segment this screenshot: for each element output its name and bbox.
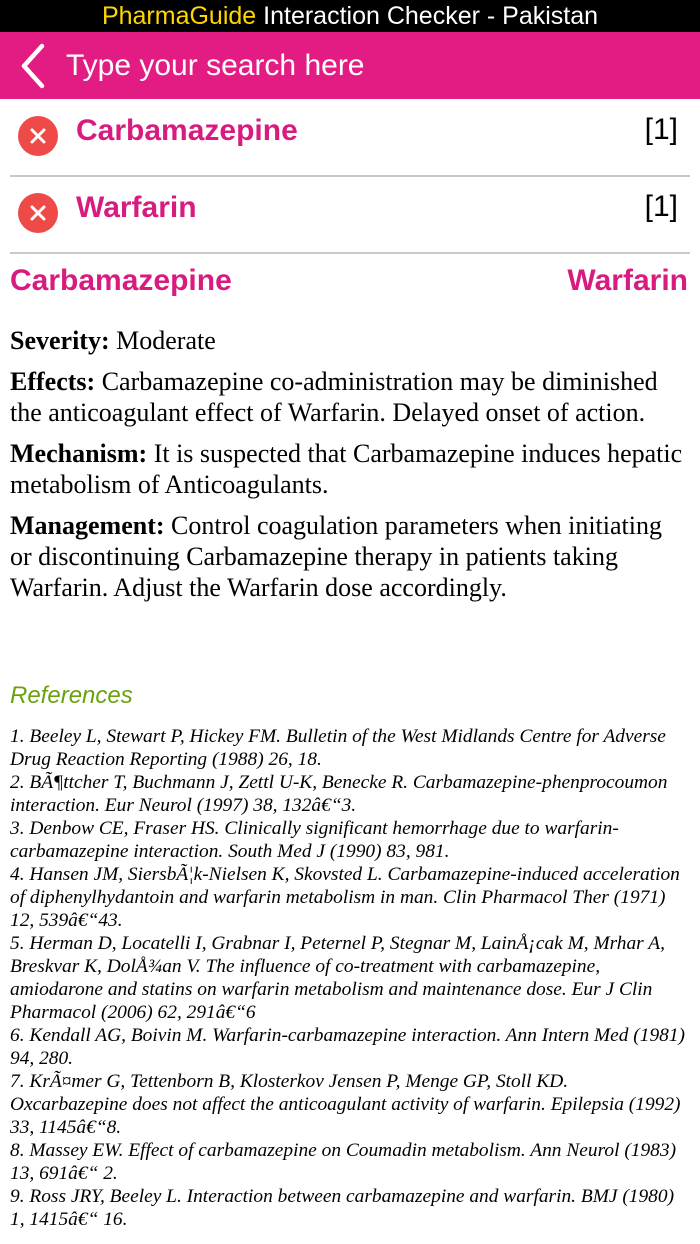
reference-item: 2. BÃ¶ttcher T, Buchmann J, Zettl U-K, Benecke R. Carbamazepine-phenprocoumon interaction. Eur Neurol (1997) 38, 132â€“3. [10,772,668,816]
severity-value: Moderate [109,326,216,355]
reference-item: 9. Ross JRY, Beeley L. Interaction between carbamazepine and warfarin. BMJ (1980) 1, 1415â€“ 16. [10,1186,675,1230]
reference-item: 3. Denbow CE, Fraser HS. Clinically significant hemorrhage due to warfarin-carbamazepine interaction. South Med J (1990) 83, 981. [10,818,619,862]
drug-name[interactable]: Warfarin [76,191,197,224]
drug-name[interactable]: Carbamazepine [76,114,298,147]
reference-item: 7. KrÃ¤mer G, Tettenborn B, Klosterkov Jensen P, Menge GP, Stoll KD. Oxcarbazepine does not affect the anticoagulant activity of warfarin. Epilepsia (1992) 33, 1145â€“8. [10,1071,681,1138]
back-button[interactable] [14,42,54,90]
severity-label: Severity: [10,326,110,355]
management-label: Management: [10,511,165,540]
mechanism-label: Mechanism: [10,439,148,468]
selected-drug-row [10,99,690,177]
search-bar [0,32,700,99]
close-icon [30,205,46,221]
close-icon [30,128,46,144]
reference-item: 5. Herman D, Locatelli I, Grabnar I, Peternel P, Stegnar M, LainÅ¡cak M, Mrhar A, Breskvar K, DolÅ¾an V. The influence of co-treatment with carbamazepine, amiodarone and statins on warfarin metabolism and maintenance dose. Eur J Clin Pharmacol (2006) 62, 291â€“6 [10,933,665,1023]
app-title-bar [0,0,700,32]
interaction-details [10,325,690,613]
mechanism-text: It is suspected that Carbamazepine induces hepatic metabolism of Anticoagulants. [10,439,683,499]
effects-paragraph [10,366,690,428]
remove-drug-button[interactable] [18,116,58,156]
remove-drug-button[interactable] [18,193,58,233]
effects-label: Effects: [10,367,96,396]
reference-item: 4. Hansen JM, SiersbÃ¦k-Nielsen K, Skovsted L. Carbamazepine-induced acceleration of diphenylhydantoin and warfarin metabolism in man. Clin Pharmacol Ther (1971) 12, 539â€“43. [10,864,680,931]
references-list [10,725,690,1231]
drug-count: [1] [644,190,678,223]
reference-item: 8. Massey EW. Effect of carbamazepine on Coumadin metabolism. Ann Neurol (1983) 13, 691â€“ 2. [10,1140,677,1184]
interaction-drug-a: Carbamazepine [10,264,232,297]
reference-item: 1. Beeley L, Stewart P, Hickey FM. Bulletin of the West Midlands Centre for Adverse Drug Reaction Reporting (1988) 26, 18. [10,726,666,770]
chevron-left-icon [14,42,54,90]
severity-paragraph [10,325,690,356]
app-brand: PharmaGuide [101,2,257,30]
references-title: References [10,682,133,709]
drug-count: [1] [644,113,678,146]
interaction-drug-b: Warfarin [567,264,688,297]
mechanism-paragraph [10,438,690,500]
management-text: Control coagulation parameters when initiating or discontinuing Carbamazepine therapy in patients taking Warfarin. Adjust the Warfarin dose accordingly. [10,511,662,602]
selected-drug-row [10,176,690,254]
app-title: Interaction Checker - Pakistan [256,2,599,30]
reference-item: 6. Kendall AG, Boivin M. Warfarin-carbamazepine interaction. Ann Intern Med (1981) 94, 280. [10,1025,685,1069]
effects-text: Carbamazepine co-administration may be diminished the anticoagulant effect of Warfarin. Delayed onset of action. [10,367,658,427]
management-paragraph [10,510,690,603]
search-input[interactable] [66,44,676,88]
